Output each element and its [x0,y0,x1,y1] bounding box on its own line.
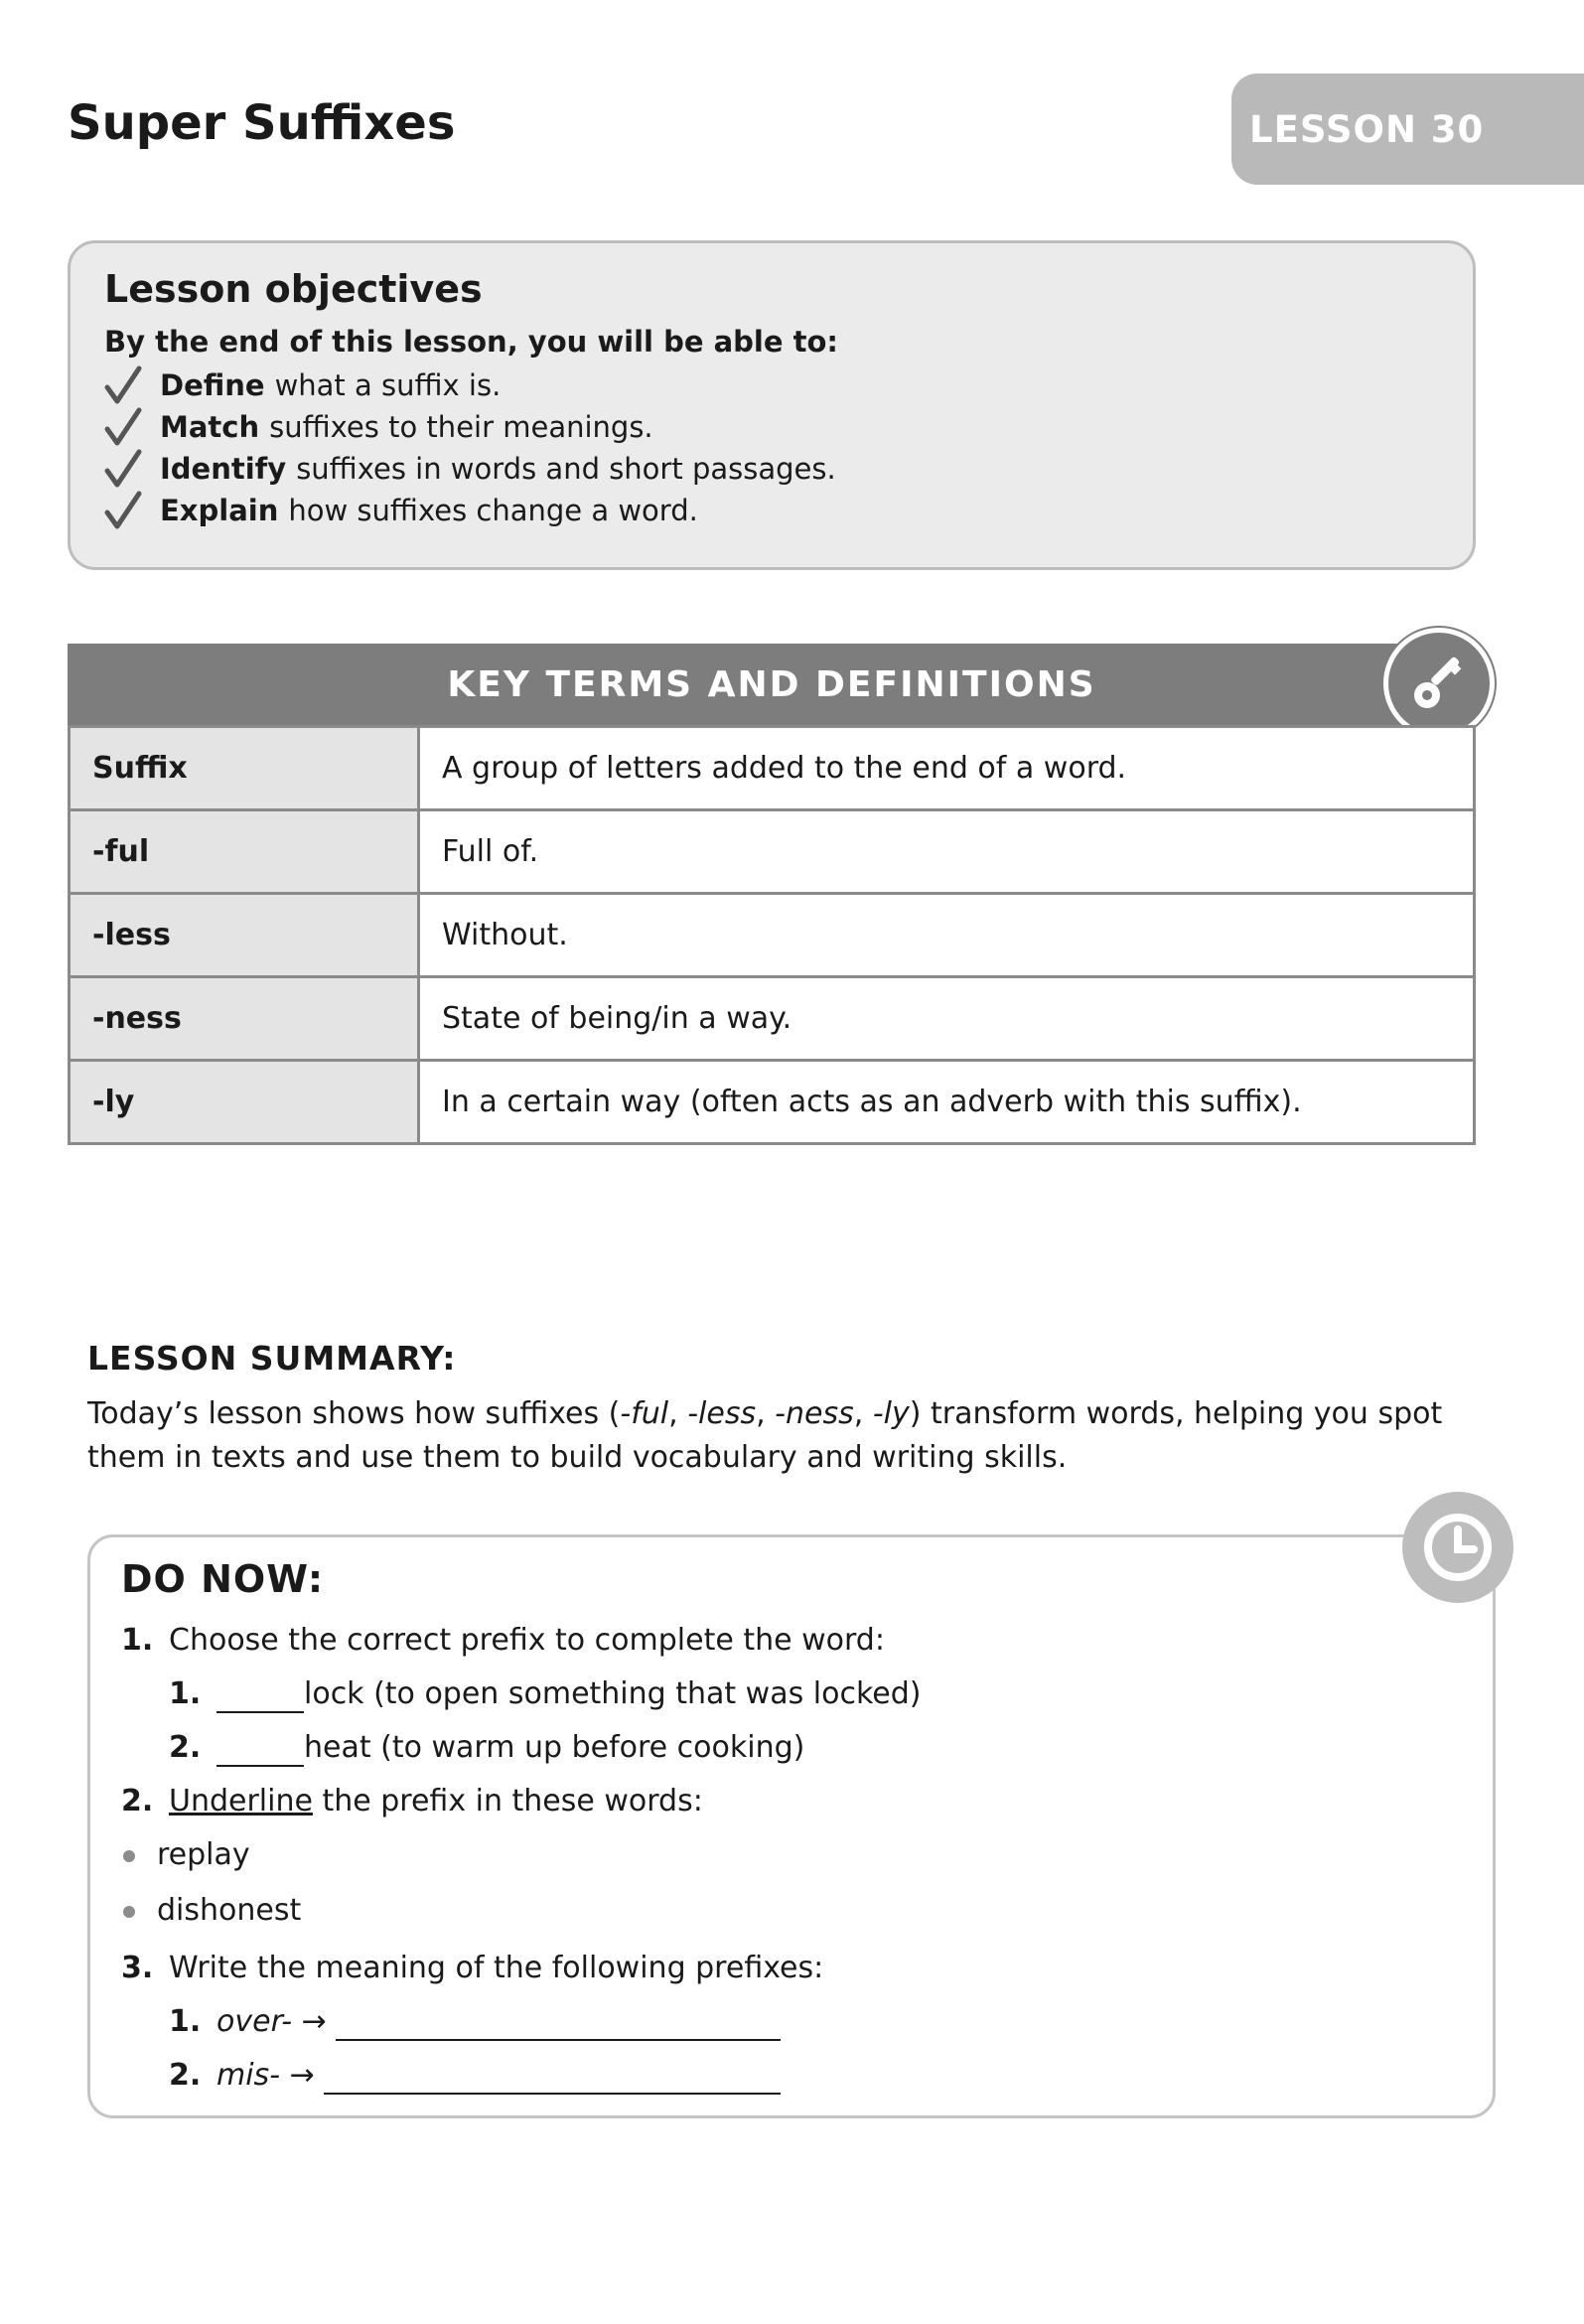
objectives-heading: Lesson objectives [104,267,483,311]
bullet-icon [123,1906,135,1918]
word-list-item [123,1893,301,1928]
item-text: heat (to warm up before cooking) [304,1730,805,1765]
question-1-item [169,1676,921,1713]
question-number: 2. [121,1784,154,1818]
term-cell: -ness [70,977,419,1061]
objective-text: suffixes in words and short passages. [296,452,836,486]
checkmark-icon [104,491,142,530]
item-number: 1. [169,2004,202,2039]
lesson-number-label: LESSON 30 [1249,107,1485,151]
definition-cell: In a certain way (often acts as an adverb with this suffix). [419,1061,1475,1144]
objectives-list [104,364,1439,531]
lesson-number-tab [1231,73,1584,185]
checkmark-icon [104,449,142,489]
suffix-example: -ful [620,1396,669,1431]
prefix: over- [216,2004,293,2039]
table-row [70,1061,1475,1144]
objective-item [104,364,1439,406]
suffix-example: -less [687,1396,757,1431]
item-number: 2. [169,2058,202,2093]
objective-text: what a suffix is. [274,368,502,402]
key-terms-heading: KEY TERMS AND DEFINITIONS [68,644,1476,725]
objective-verb: Explain [160,494,279,527]
question-text: Choose the correct prefix to complete the word: [169,1623,885,1658]
summary-text-start: Today’s lesson shows how suffixes ( [87,1396,621,1431]
suffix-example: -ly [872,1396,910,1431]
table-row [70,727,1475,810]
question-2 [121,1784,703,1818]
key-terms-table [68,725,1476,1145]
definition-cell: A group of letters added to the end of a word. [419,727,1475,810]
objective-verb: Identify [160,452,287,486]
term-cell: -ly [70,1061,419,1144]
word: dishonest [157,1893,302,1928]
question-3 [121,1951,823,1985]
key-icon [1383,628,1495,739]
table-row [70,894,1475,977]
item-text: lock (to open something that was locked) [304,1676,922,1711]
table-row [70,810,1475,894]
prefix: mis- [216,2058,281,2093]
item-number: 2. [169,1730,202,1765]
page-title: Super Suffixes [68,95,456,151]
objective-item [104,448,1439,490]
word-list-item [123,1837,250,1872]
table-row [70,977,1475,1061]
objective-verb: Define [160,368,265,402]
clock-icon [1402,1492,1513,1603]
bullet-icon [123,1850,135,1862]
question-3-item [169,2058,781,2095]
objective-item [104,406,1439,448]
answer-blank[interactable] [216,1676,304,1713]
checkmark-icon [104,407,142,447]
answer-line[interactable] [324,2058,781,2095]
do-now-heading: DO NOW: [121,1557,325,1601]
question-number: 1. [121,1623,154,1658]
question-text: Write the meaning of the following prefixes: [169,1951,824,1985]
answer-line[interactable] [336,2004,781,2041]
answer-blank[interactable] [216,1730,304,1767]
summary-text-end: ) transform words, helping you spot them in texts and use them to build vocabulary and writing skills. [87,1396,1443,1475]
checkmark-icon [104,365,142,405]
suffix-example: -ness [775,1396,854,1431]
question-text: the prefix in these words: [312,1784,703,1818]
lesson-summary-heading: LESSON SUMMARY: [87,1339,457,1378]
objectives-intro: By the end of this lesson, you will be able to: [104,325,839,359]
term-cell: -ful [70,810,419,894]
definition-cell: Full of. [419,810,1475,894]
question-1 [121,1623,885,1658]
term-cell: Suffix [70,727,419,810]
question-3-item [169,2004,781,2041]
word: replay [157,1837,250,1872]
question-1-item [169,1730,804,1767]
arrow-icon: → [289,2058,315,2093]
item-number: 1. [169,1676,202,1711]
objective-verb: Match [160,410,260,444]
arrow-icon: → [301,2004,327,2039]
objective-text: suffixes to their meanings. [269,410,653,444]
objective-text: how suffixes change a word. [288,494,698,527]
lesson-objectives-box [68,240,1476,570]
definition-cell: State of being/in a way. [419,977,1475,1061]
clock-icon-graphic [1418,1508,1498,1587]
question-number: 3. [121,1951,154,1985]
term-cell: -less [70,894,419,977]
underline-word: Underline [169,1784,313,1818]
definition-cell: Without. [419,894,1475,977]
lesson-summary-text: Today’s lesson shows how suffixes (-ful, -less, -ness, -ly) transform words, helping you spot them in texts and use them to build vocabulary and writing skills. [87,1396,1443,1475]
objective-item [104,490,1439,531]
key-icon-graphic [1407,652,1471,715]
